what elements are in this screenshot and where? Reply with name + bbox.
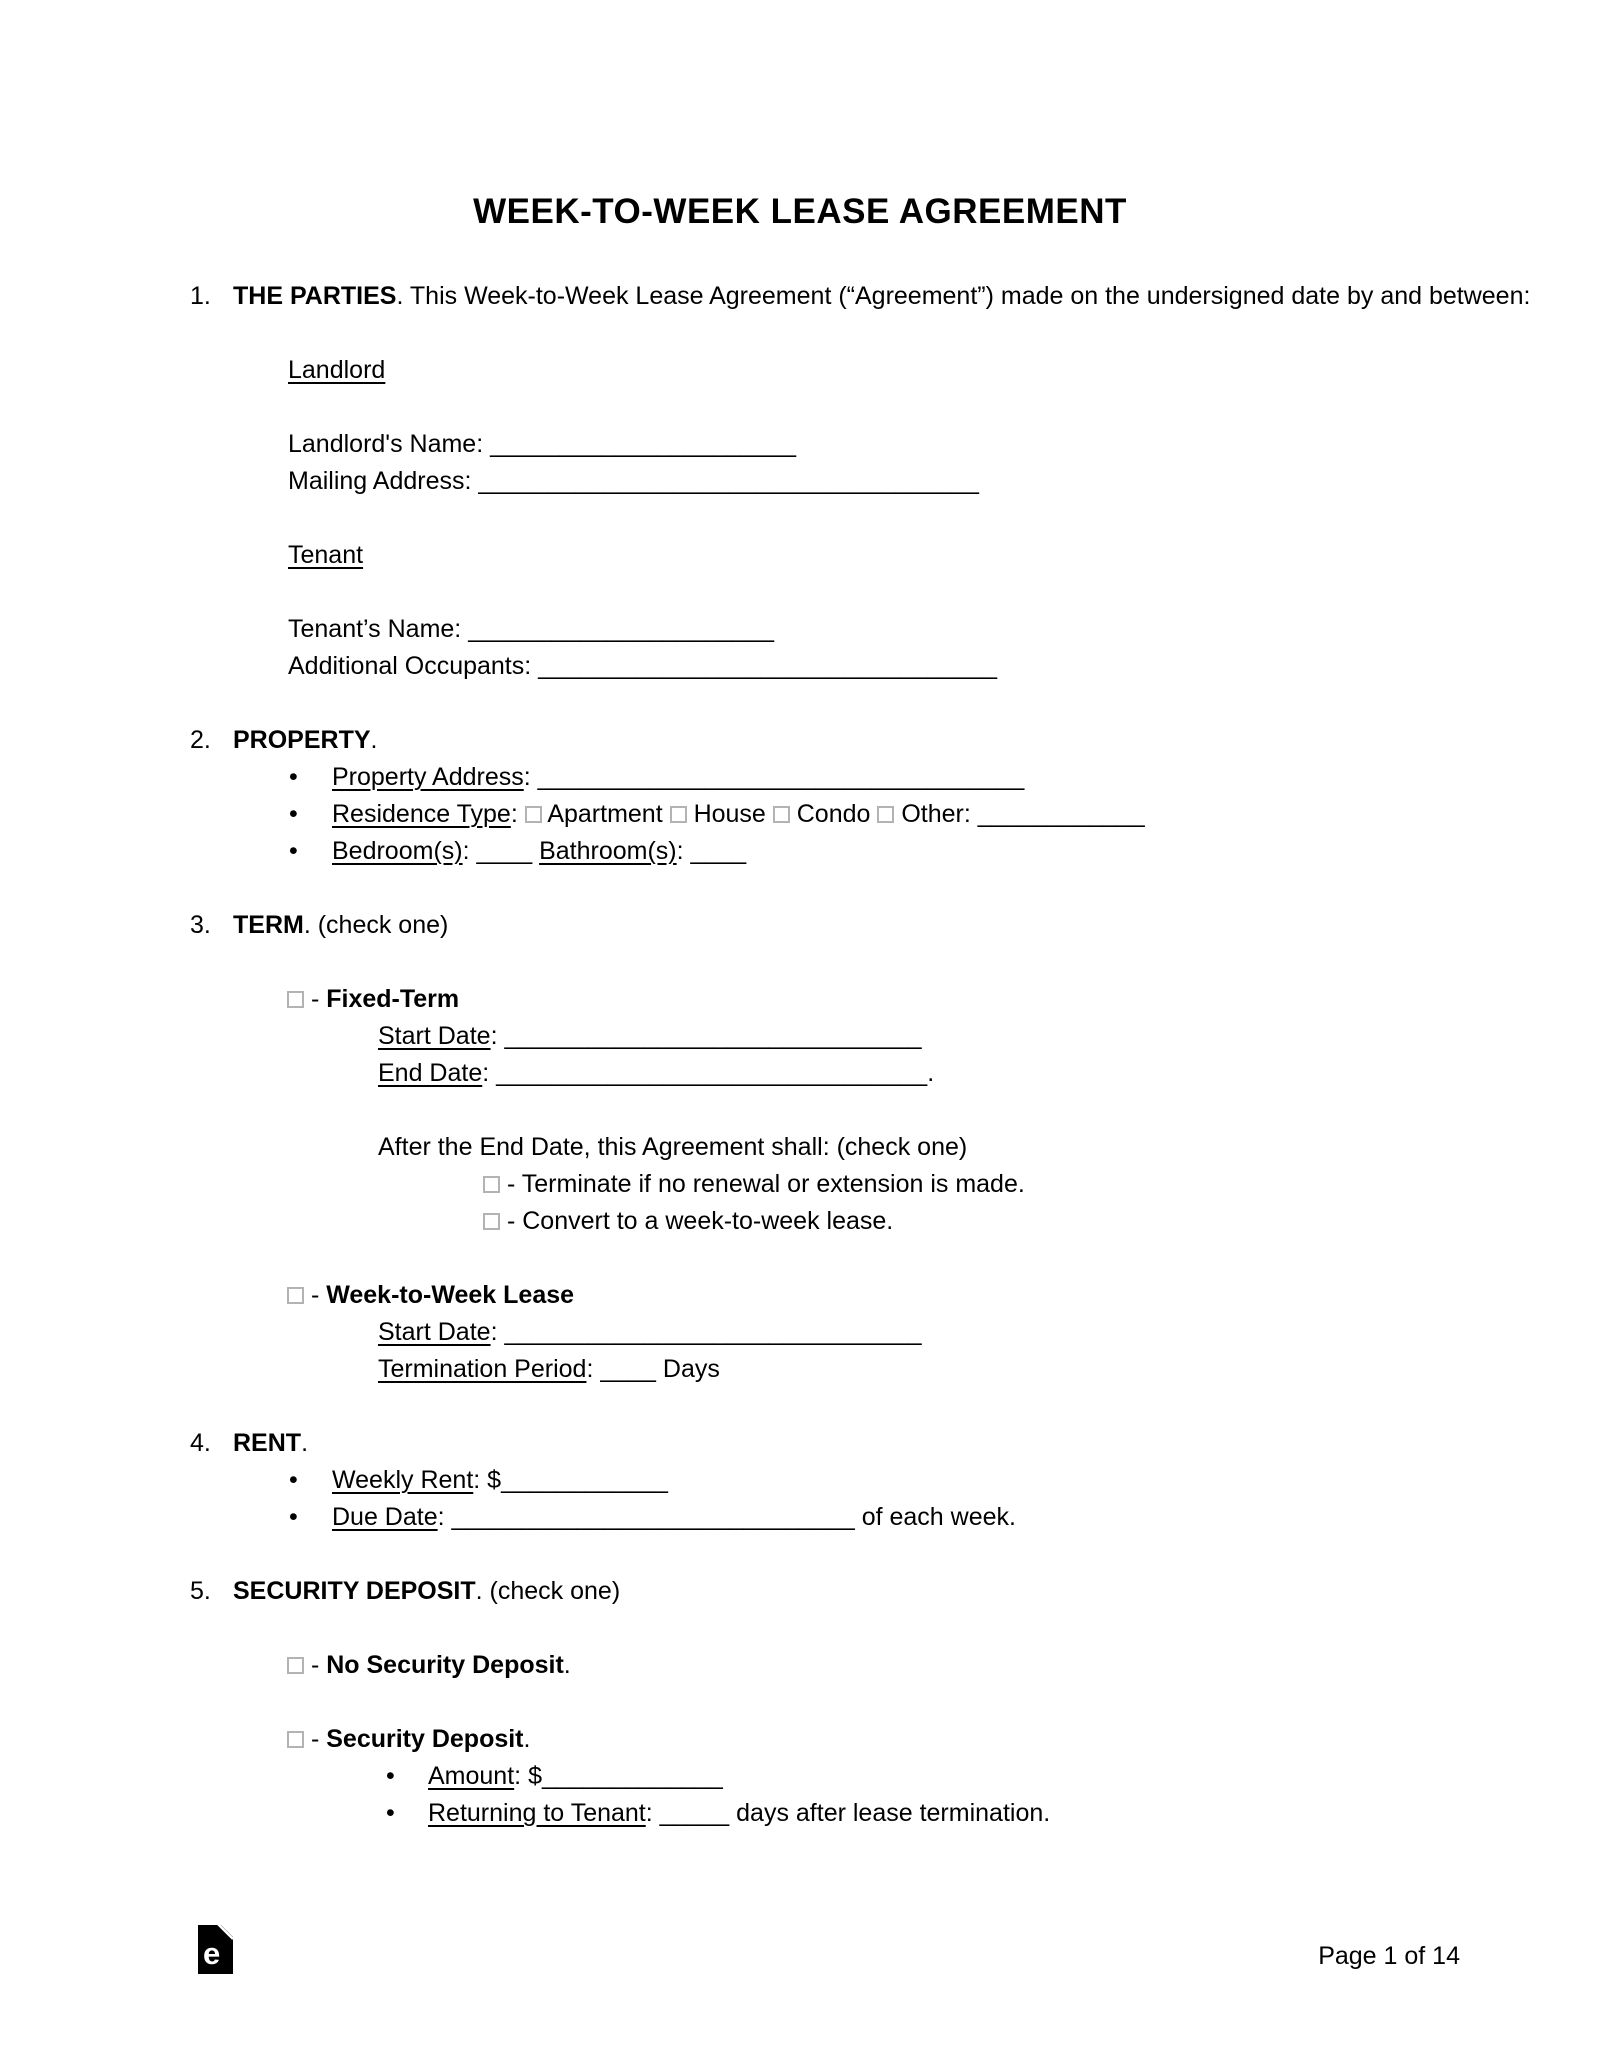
due-date-suffix: of each week. — [861, 1503, 1016, 1531]
period: . — [927, 1059, 935, 1087]
colon: : — [482, 1059, 490, 1087]
week-to-week-checkbox — [287, 1287, 304, 1304]
fixed-start-date-line — [0, 1018, 1600, 1055]
security-deposit-label: Security Deposit — [326, 1725, 524, 1753]
terminate-label: Terminate if no renewal or extension is made. — [521, 1170, 1025, 1198]
bathroom-label: Bathroom(s) — [539, 837, 677, 865]
additional-occupants-label: Additional Occupants — [288, 652, 525, 680]
tenant-heading: Tenant — [288, 541, 364, 569]
start-date-blank-field: ______________________________ — [504, 1022, 922, 1050]
no-security-deposit-option — [0, 1647, 1600, 1684]
section-heading-suffix: . (check one) — [475, 1577, 621, 1605]
colon: : — [476, 430, 484, 458]
bedroom-bathroom-line — [0, 833, 1600, 870]
colon: : — [490, 1318, 498, 1346]
landlord-name-line — [0, 426, 1600, 463]
dash: - — [310, 985, 320, 1013]
returning-blank-field: _____ — [659, 1799, 730, 1827]
document-page-icon — [198, 1925, 233, 1974]
residence-house-label: House — [693, 800, 766, 828]
amount-label: Amount — [428, 1762, 515, 1790]
end-date-label: End Date — [378, 1059, 483, 1087]
section-property — [0, 722, 1600, 759]
colon: : — [464, 467, 472, 495]
section-number: 5. — [190, 1577, 211, 1605]
week-to-week-option — [0, 1277, 1600, 1314]
amount-line — [0, 1758, 1600, 1795]
colon: : — [523, 763, 531, 791]
fixed-term-checkbox — [287, 991, 304, 1008]
residence-other-blank-field: ____________ — [977, 800, 1145, 828]
w2w-start-date-blank-field: ______________________________ — [504, 1318, 922, 1346]
weekly-rent-line — [0, 1462, 1600, 1499]
eforms-logo — [198, 1925, 233, 1974]
bullet-icon: • — [386, 1762, 395, 1790]
bedroom-label: Bedroom(s) — [332, 837, 463, 865]
dash: - — [506, 1207, 516, 1235]
termination-period-blank-field: ____ — [600, 1355, 656, 1383]
bedroom-blank-field: ____ — [476, 837, 533, 865]
bathroom-blank-field: ____ — [690, 837, 747, 865]
logo-letter: e — [203, 1936, 221, 1971]
colon: : — [454, 615, 462, 643]
residence-condo-label: Condo — [796, 800, 871, 828]
page-title: WEEK-TO-WEEK LEASE AGREEMENT — [473, 192, 1127, 231]
section-number: 2. — [190, 726, 211, 754]
bullet-icon: • — [289, 800, 298, 828]
due-date-blank-field: _____________________________ — [451, 1503, 855, 1531]
dash: - — [310, 1725, 320, 1753]
dash: - — [310, 1651, 320, 1679]
terminate-checkbox — [483, 1176, 500, 1193]
residence-other-checkbox — [877, 806, 894, 823]
period: . — [563, 1651, 571, 1679]
dash: - — [506, 1170, 516, 1198]
no-security-deposit-checkbox — [287, 1657, 304, 1674]
page-number: Page 1 of 14 — [1318, 1942, 1460, 1970]
convert-label: Convert to a week-to-week lease. — [522, 1207, 894, 1235]
tenant-name-blank-field: ______________________ — [468, 615, 775, 643]
due-date-line — [0, 1499, 1600, 1536]
bullet-icon: • — [386, 1799, 395, 1827]
start-date-label: Start Date — [378, 1318, 491, 1346]
termination-period-line — [0, 1351, 1600, 1388]
bullet-icon: • — [289, 837, 298, 865]
section-heading-suffix: . (check one) — [303, 911, 449, 939]
landlord-name-label: Landlord's Name — [288, 430, 477, 458]
landlord-heading: Landlord — [288, 356, 386, 384]
section-security-deposit — [0, 1573, 1600, 1610]
section-rent — [0, 1425, 1600, 1462]
residence-house-checkbox — [670, 806, 687, 823]
terminate-option — [0, 1166, 1600, 1203]
property-address-blank-field: ___________________________________ — [537, 763, 1025, 791]
no-security-deposit-label: No Security Deposit — [326, 1651, 564, 1679]
fixed-term-label: Fixed-Term — [326, 985, 460, 1013]
dollar-prefix: : $ — [514, 1762, 542, 1790]
residence-apartment-label: Apartment — [547, 800, 663, 828]
property-address-label: Property Address — [332, 763, 524, 791]
fixed-end-date-line — [0, 1055, 1600, 1092]
additional-occupants-line — [0, 648, 1600, 685]
mailing-address-label: Mailing Address — [288, 467, 465, 495]
residence-type-line — [0, 796, 1600, 833]
colon: : — [510, 800, 518, 828]
dollar-prefix: : $ — [473, 1466, 502, 1494]
weekly-rent-label: Weekly Rent — [332, 1466, 474, 1494]
residence-apartment-checkbox — [525, 806, 542, 823]
termination-period-label: Termination Period — [378, 1355, 587, 1383]
end-date-blank-field: _______________________________ — [496, 1059, 928, 1087]
period: . — [523, 1725, 531, 1753]
dash: - — [310, 1281, 320, 1309]
residence-other-label: Other: — [901, 800, 971, 828]
colon: : — [676, 837, 684, 865]
residence-condo-checkbox — [773, 806, 790, 823]
tenant-name-line — [0, 611, 1600, 648]
section-term — [0, 907, 1600, 944]
colon: : — [586, 1355, 594, 1383]
days-suffix: Days — [662, 1355, 720, 1383]
bullet-icon: • — [289, 763, 298, 791]
section-the-parties — [0, 278, 1600, 315]
section-heading-rent: RENT — [233, 1429, 302, 1457]
section-heading-term: TERM — [233, 911, 304, 939]
after-end-date-line — [0, 1129, 1600, 1166]
colon: : — [645, 1799, 653, 1827]
convert-option — [0, 1203, 1600, 1240]
section-heading-suffix: . — [370, 726, 378, 754]
fixed-term-option — [0, 981, 1600, 1018]
amount-blank-field: _____________ — [541, 1762, 723, 1790]
landlord-name-blank-field: ______________________ — [490, 430, 797, 458]
section-number: 4. — [190, 1429, 211, 1457]
residence-type-label: Residence Type — [332, 800, 511, 828]
property-address-line — [0, 759, 1600, 796]
section-number: 1. — [190, 282, 211, 310]
returning-to-tenant-line — [0, 1795, 1600, 1832]
returning-to-tenant-label: Returning to Tenant — [428, 1799, 646, 1827]
security-deposit-option — [0, 1721, 1600, 1758]
section-heading-the-parties: THE PARTIES — [233, 282, 397, 310]
section-heading-security-deposit: SECURITY DEPOSIT — [233, 1577, 476, 1605]
bullet-icon: • — [289, 1503, 298, 1531]
colon: : — [524, 652, 532, 680]
section-heading-property: PROPERTY — [233, 726, 371, 754]
additional-occupants-blank-field: _________________________________ — [538, 652, 997, 680]
weekly-rent-blank-field: ____________ — [501, 1466, 668, 1494]
returning-suffix: days after lease termination. — [736, 1799, 1051, 1827]
convert-checkbox — [483, 1213, 500, 1230]
section-the-parties-text: . This Week-to-Week Lease Agreement (“Agreement”) made on the undersigned date by and between: — [396, 282, 1531, 310]
tenant-name-label: Tenant’s Name — [288, 615, 455, 643]
mailing-address-blank-field: ____________________________________ — [478, 467, 979, 495]
due-date-label: Due Date — [332, 1503, 438, 1531]
mailing-address-line — [0, 463, 1600, 500]
section-number: 3. — [190, 911, 211, 939]
after-end-date-text: After the End Date, this Agreement shall: (check one) — [378, 1133, 968, 1161]
section-heading-suffix: . — [301, 1429, 309, 1457]
security-deposit-checkbox — [287, 1731, 304, 1748]
w2w-start-date-line — [0, 1314, 1600, 1351]
week-to-week-label: Week-to-Week Lease — [326, 1281, 575, 1309]
colon: : — [462, 837, 470, 865]
colon: : — [490, 1022, 498, 1050]
start-date-label: Start Date — [378, 1022, 491, 1050]
colon: : — [437, 1503, 445, 1531]
bullet-icon: • — [289, 1466, 298, 1494]
